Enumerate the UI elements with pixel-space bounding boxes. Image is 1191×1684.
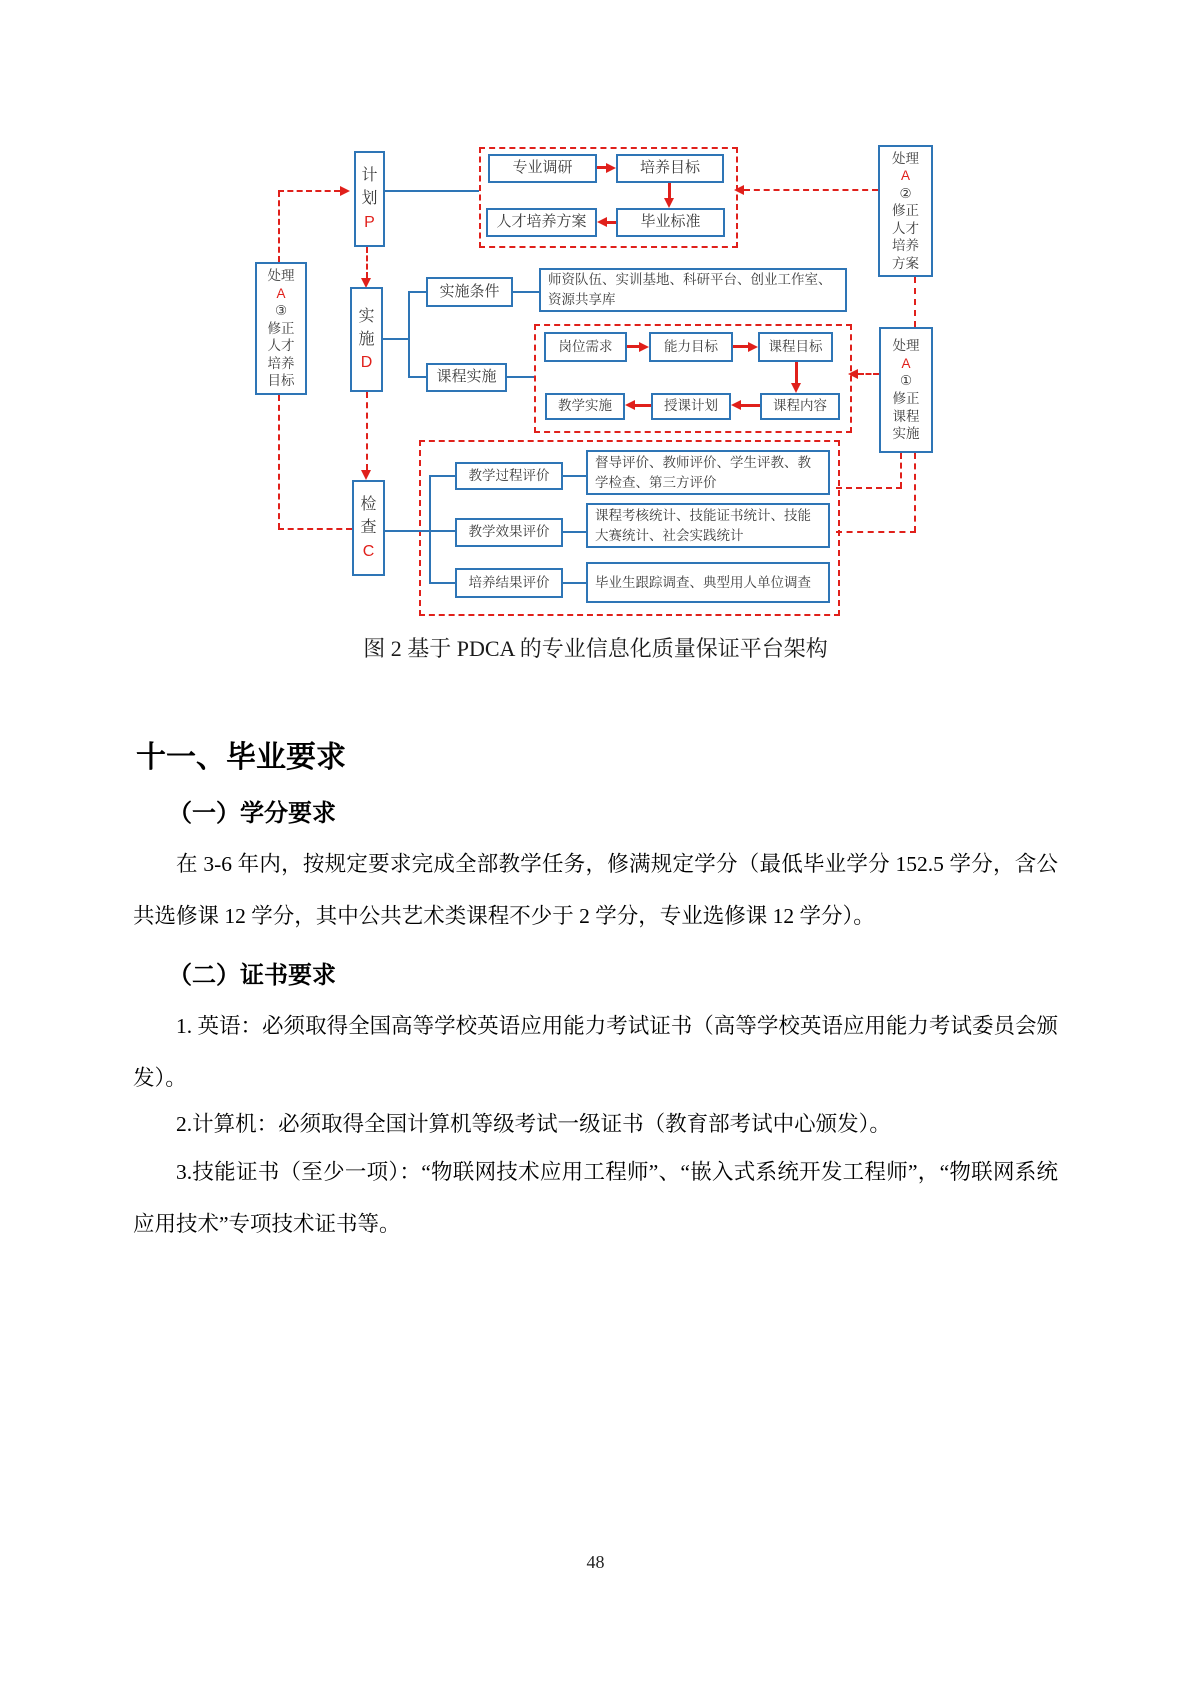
connector-cond-to-resources: [513, 291, 539, 293]
arrow-standard-to-plan: [607, 221, 616, 224]
box-label: 督导评价、教师评价、学生评教、教学检查、第三方评价: [595, 454, 811, 490]
connector-to-impl-cond: [410, 291, 426, 293]
stage-label-line: 划: [361, 190, 378, 208]
arrowhead-right-icon: [606, 163, 616, 173]
connector-effect-detail: [563, 531, 586, 533]
box-label: 实施条件: [439, 282, 500, 300]
connector-do-stub: [383, 338, 409, 340]
act-label-line: 方案: [892, 255, 919, 271]
dashed-do-to-check: [366, 392, 368, 470]
impl-resources-box: [539, 268, 847, 312]
act-a3-box: [255, 262, 307, 395]
talent-plan-box: [486, 208, 597, 237]
box-label: 专业调研: [512, 159, 573, 177]
course-content-box: [760, 393, 840, 420]
arrowhead-right-icon: [748, 342, 758, 352]
act-label-line: 修正: [892, 203, 919, 219]
box-label: 培养目标: [639, 159, 700, 177]
box-label: 授课计划: [664, 398, 718, 414]
stage-label-line: 计: [361, 167, 378, 185]
act-label-line: 课程: [892, 408, 920, 424]
arrowhead-left-icon: [731, 400, 741, 410]
box-label: 毕业标准: [640, 213, 701, 231]
act-label-line: 培养: [267, 355, 295, 371]
dashed-a3-up: [278, 191, 280, 262]
arrow-plan-to-impl: [635, 404, 651, 407]
arrow-goal-to-standard: [668, 183, 671, 198]
arrow-ability-to-goal: [733, 345, 748, 348]
act-label-line: 处理: [267, 268, 295, 284]
arrow-survey-to-goal: [597, 166, 606, 169]
dashed-plan-to-do: [366, 247, 368, 278]
credit-subheading: （一）学分要求: [168, 800, 336, 827]
certificate-subheading: （二）证书要求: [168, 962, 336, 989]
arrowhead-left-icon: [625, 400, 635, 410]
box-label: 能力目标: [664, 338, 718, 354]
act-label-line: 处理: [892, 338, 920, 354]
connector-result-detail: [563, 582, 586, 584]
dashed-a3-to-check: [278, 528, 352, 530]
arrow-content-to-plan: [741, 404, 760, 407]
act-number: ③: [274, 303, 288, 319]
box-label: 培养结果评价: [468, 574, 550, 590]
act-label-line: 修正: [267, 320, 295, 336]
teach-plan-box: [651, 393, 731, 420]
connector-check-stub: [385, 530, 455, 532]
stage-letter-c: C: [362, 542, 375, 560]
section-heading: 十一、毕业要求: [136, 741, 346, 774]
act-letter-a: A: [901, 355, 911, 371]
act-label-line: 人才: [892, 220, 919, 236]
box-label: 毕业生跟踪调查、典型用人单位调查: [595, 574, 811, 590]
dashed-a2-to-a1: [914, 277, 916, 327]
dashed-a2-to-plan-cluster: [744, 189, 878, 191]
connector-check-bracket: [429, 475, 431, 584]
box-label: 教学实施: [558, 398, 612, 414]
process-eval-box: [455, 462, 563, 490]
box-label: 师资队伍、实训基地、科研平台、创业工作室、资源共享库: [548, 272, 832, 307]
teach-impl-box: [545, 393, 625, 420]
connector-course-to-cluster: [507, 376, 534, 378]
connector-to-result-eval: [431, 582, 455, 584]
act-a1-box: [879, 327, 933, 453]
impl-cond-box: [426, 277, 513, 307]
act-label-line: 修正: [892, 391, 920, 406]
process-detail-box: [586, 450, 830, 495]
post-need-box: [544, 332, 627, 362]
act-letter-a: A: [900, 168, 910, 184]
box-label: 课程目标: [768, 338, 823, 354]
box-label: 人才培养方案: [496, 213, 587, 231]
effect-eval-box: [455, 518, 563, 547]
dashed-a1-to-course-cluster: [858, 373, 879, 375]
box-label: 岗位需求: [558, 338, 613, 354]
act-a2-box: [878, 145, 933, 277]
arrowhead-right-icon: [340, 186, 350, 196]
connector-to-course-impl: [410, 376, 426, 378]
credit-paragraph: 在 3-6 年内，按规定要求完成全部教学任务，修满规定学分（最低毕业学分 152.5 学分，含公共选修课 12 学分，其中公共艺术类课程不少于 2 学分，专业选修课 12 学分）。: [133, 852, 1058, 928]
page-number: 48: [586, 1552, 605, 1572]
result-detail-box: [586, 562, 830, 603]
arrow-post-to-ability: [627, 345, 639, 348]
act-label-line: 处理: [892, 150, 919, 166]
act-letter-a: A: [276, 285, 286, 301]
check-stage-box: [352, 480, 385, 576]
stage-label-line: 施: [358, 330, 375, 348]
dashed-a1-to-check-cluster-2: [836, 531, 916, 533]
stage-letter-p: P: [364, 213, 375, 231]
dashed-a3-to-plan: [278, 190, 340, 192]
ability-goal-box: [649, 332, 733, 362]
dashed-a3-down: [278, 395, 280, 529]
connector-process-detail: [563, 475, 586, 477]
box-label: 课程实施: [436, 368, 497, 386]
do-stage-box: [350, 287, 383, 392]
result-eval-box: [455, 568, 563, 598]
survey-box: [488, 154, 597, 183]
arrowhead-left-icon: [848, 369, 858, 379]
dashed-a1-down-2: [914, 453, 916, 532]
dashed-a1-to-check-cluster-1: [836, 487, 902, 489]
course-goal-box: [758, 332, 833, 362]
figure-caption: 图 2 基于 PDCA 的专业信息化质量保证平台架构: [363, 636, 828, 661]
act-label-line: 人才: [267, 338, 295, 354]
arrowhead-down-icon: [791, 383, 801, 393]
stage-label-line: 检: [360, 496, 377, 514]
stage-letter-d: D: [360, 354, 373, 372]
act-number: ①: [899, 373, 913, 389]
arrowhead-left-icon: [597, 217, 607, 227]
act-label-line: 实施: [892, 426, 920, 442]
act-label-line: 目标: [267, 373, 295, 389]
stage-label-line: 查: [360, 519, 377, 537]
act-number: ②: [899, 185, 912, 201]
act-label-line: 培养: [892, 238, 919, 254]
box-label: 课程考核统计、技能证书统计、技能大赛统计、社会实践统计: [595, 507, 811, 543]
dashed-a1-down-1: [900, 453, 902, 488]
connector-to-process-eval: [431, 475, 455, 477]
effect-detail-box: [586, 503, 830, 548]
certificate-item-skill: 3.技能证书（至少一项）：“物联网技术应用工程师”、“嵌入式系统开发工程师”，“物联网系统应用技术”专项技术证书等。: [133, 1160, 1058, 1236]
box-label: 课程内容: [773, 398, 827, 414]
certificate-item-computer: 2.计算机：必须取得全国计算机等级考试一级证书（教育部考试中心颁发）。: [176, 1112, 891, 1136]
arrowhead-left-icon: [734, 185, 744, 195]
connector-plan-to-cluster: [385, 190, 479, 192]
train-goal-box: [616, 154, 724, 183]
arrow-goal-to-content: [795, 362, 798, 383]
stage-label-line: 实: [358, 307, 375, 325]
grad-standard-box: [616, 208, 725, 237]
certificate-item-english: 1. 英语：必须取得全国高等学校英语应用能力考试证书（高等学校英语应用能力考试委员会颁发）。: [133, 1014, 1058, 1090]
course-impl-box: [426, 363, 507, 392]
arrowhead-down-icon: [664, 198, 674, 208]
box-label: 教学效果评价: [468, 524, 550, 540]
plan-stage-box: [354, 151, 385, 247]
arrowhead-down-icon: [361, 470, 371, 480]
box-label: 教学过程评价: [468, 467, 550, 483]
arrowhead-right-icon: [639, 342, 649, 352]
connector-do-bracket: [408, 291, 410, 378]
